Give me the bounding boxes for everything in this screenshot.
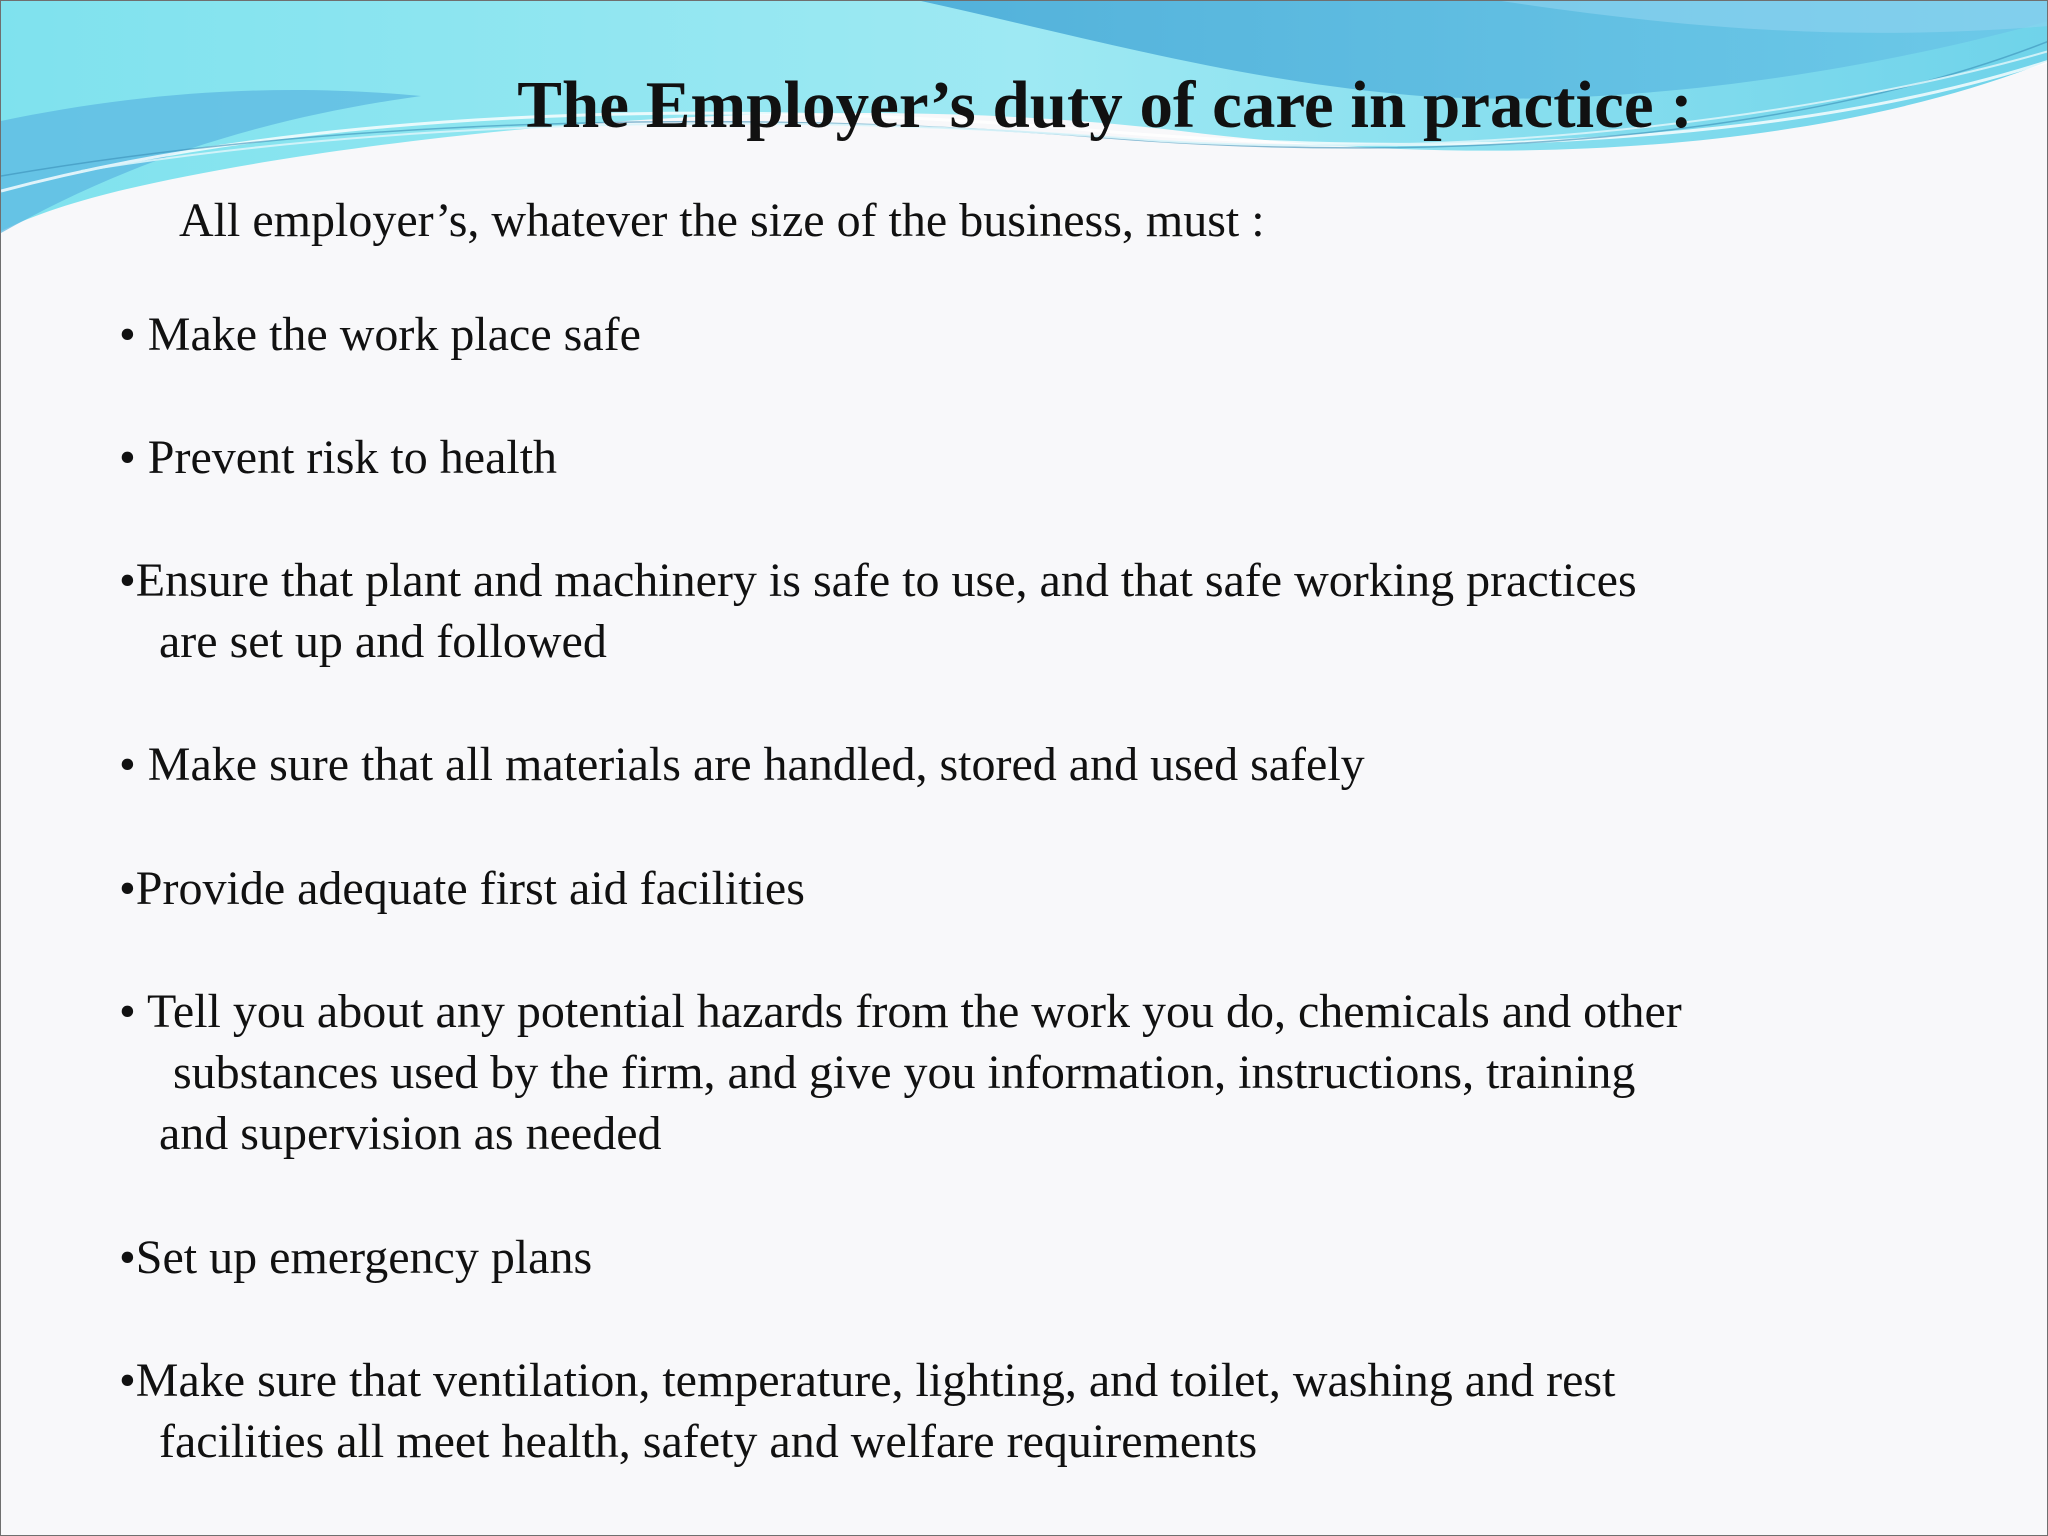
bullet-item <box>119 1227 1999 1288</box>
bullet-text-continuation: facilities all meet health, safety and welfare requirements <box>159 1415 1258 1468</box>
bullet-item <box>119 550 1999 672</box>
bullet-item <box>119 734 1999 795</box>
slide-intro: All employer’s, whatever the size of the business, must : <box>179 194 1265 247</box>
slide-title: The Employer’s duty of care in practice : <box>517 68 1693 142</box>
bullet-item <box>119 858 1999 919</box>
bullet-item <box>119 981 1999 1164</box>
bullet-text: •Provide adequate first aid facilities <box>119 862 805 915</box>
bullet-text: • Make sure that all materials are handled, stored and used safely <box>119 738 1365 791</box>
bullet-text-continuation: are set up and followed <box>159 615 607 668</box>
bullet-text: •Make sure that ventilation, temperature, lighting, and toilet, washing and rest <box>119 1354 1616 1407</box>
bullet-text-continuation: substances used by the firm, and give you information, instructions, training <box>173 1046 1636 1099</box>
bullet-text: • Tell you about any potential hazards from the work you do, chemicals and other <box>119 985 1682 1038</box>
bullet-text: • Prevent risk to health <box>119 431 558 484</box>
bullet-text-continuation: and supervision as needed <box>159 1107 662 1160</box>
bullet-text: • Make the work place safe <box>119 308 641 361</box>
bullet-item <box>119 304 1999 365</box>
bullet-item <box>119 1350 1999 1472</box>
bullet-text: •Set up emergency plans <box>119 1231 593 1284</box>
bullet-item <box>119 427 1999 488</box>
bullet-text: •Ensure that plant and machinery is safe to use, and that safe working practices <box>119 554 1637 607</box>
